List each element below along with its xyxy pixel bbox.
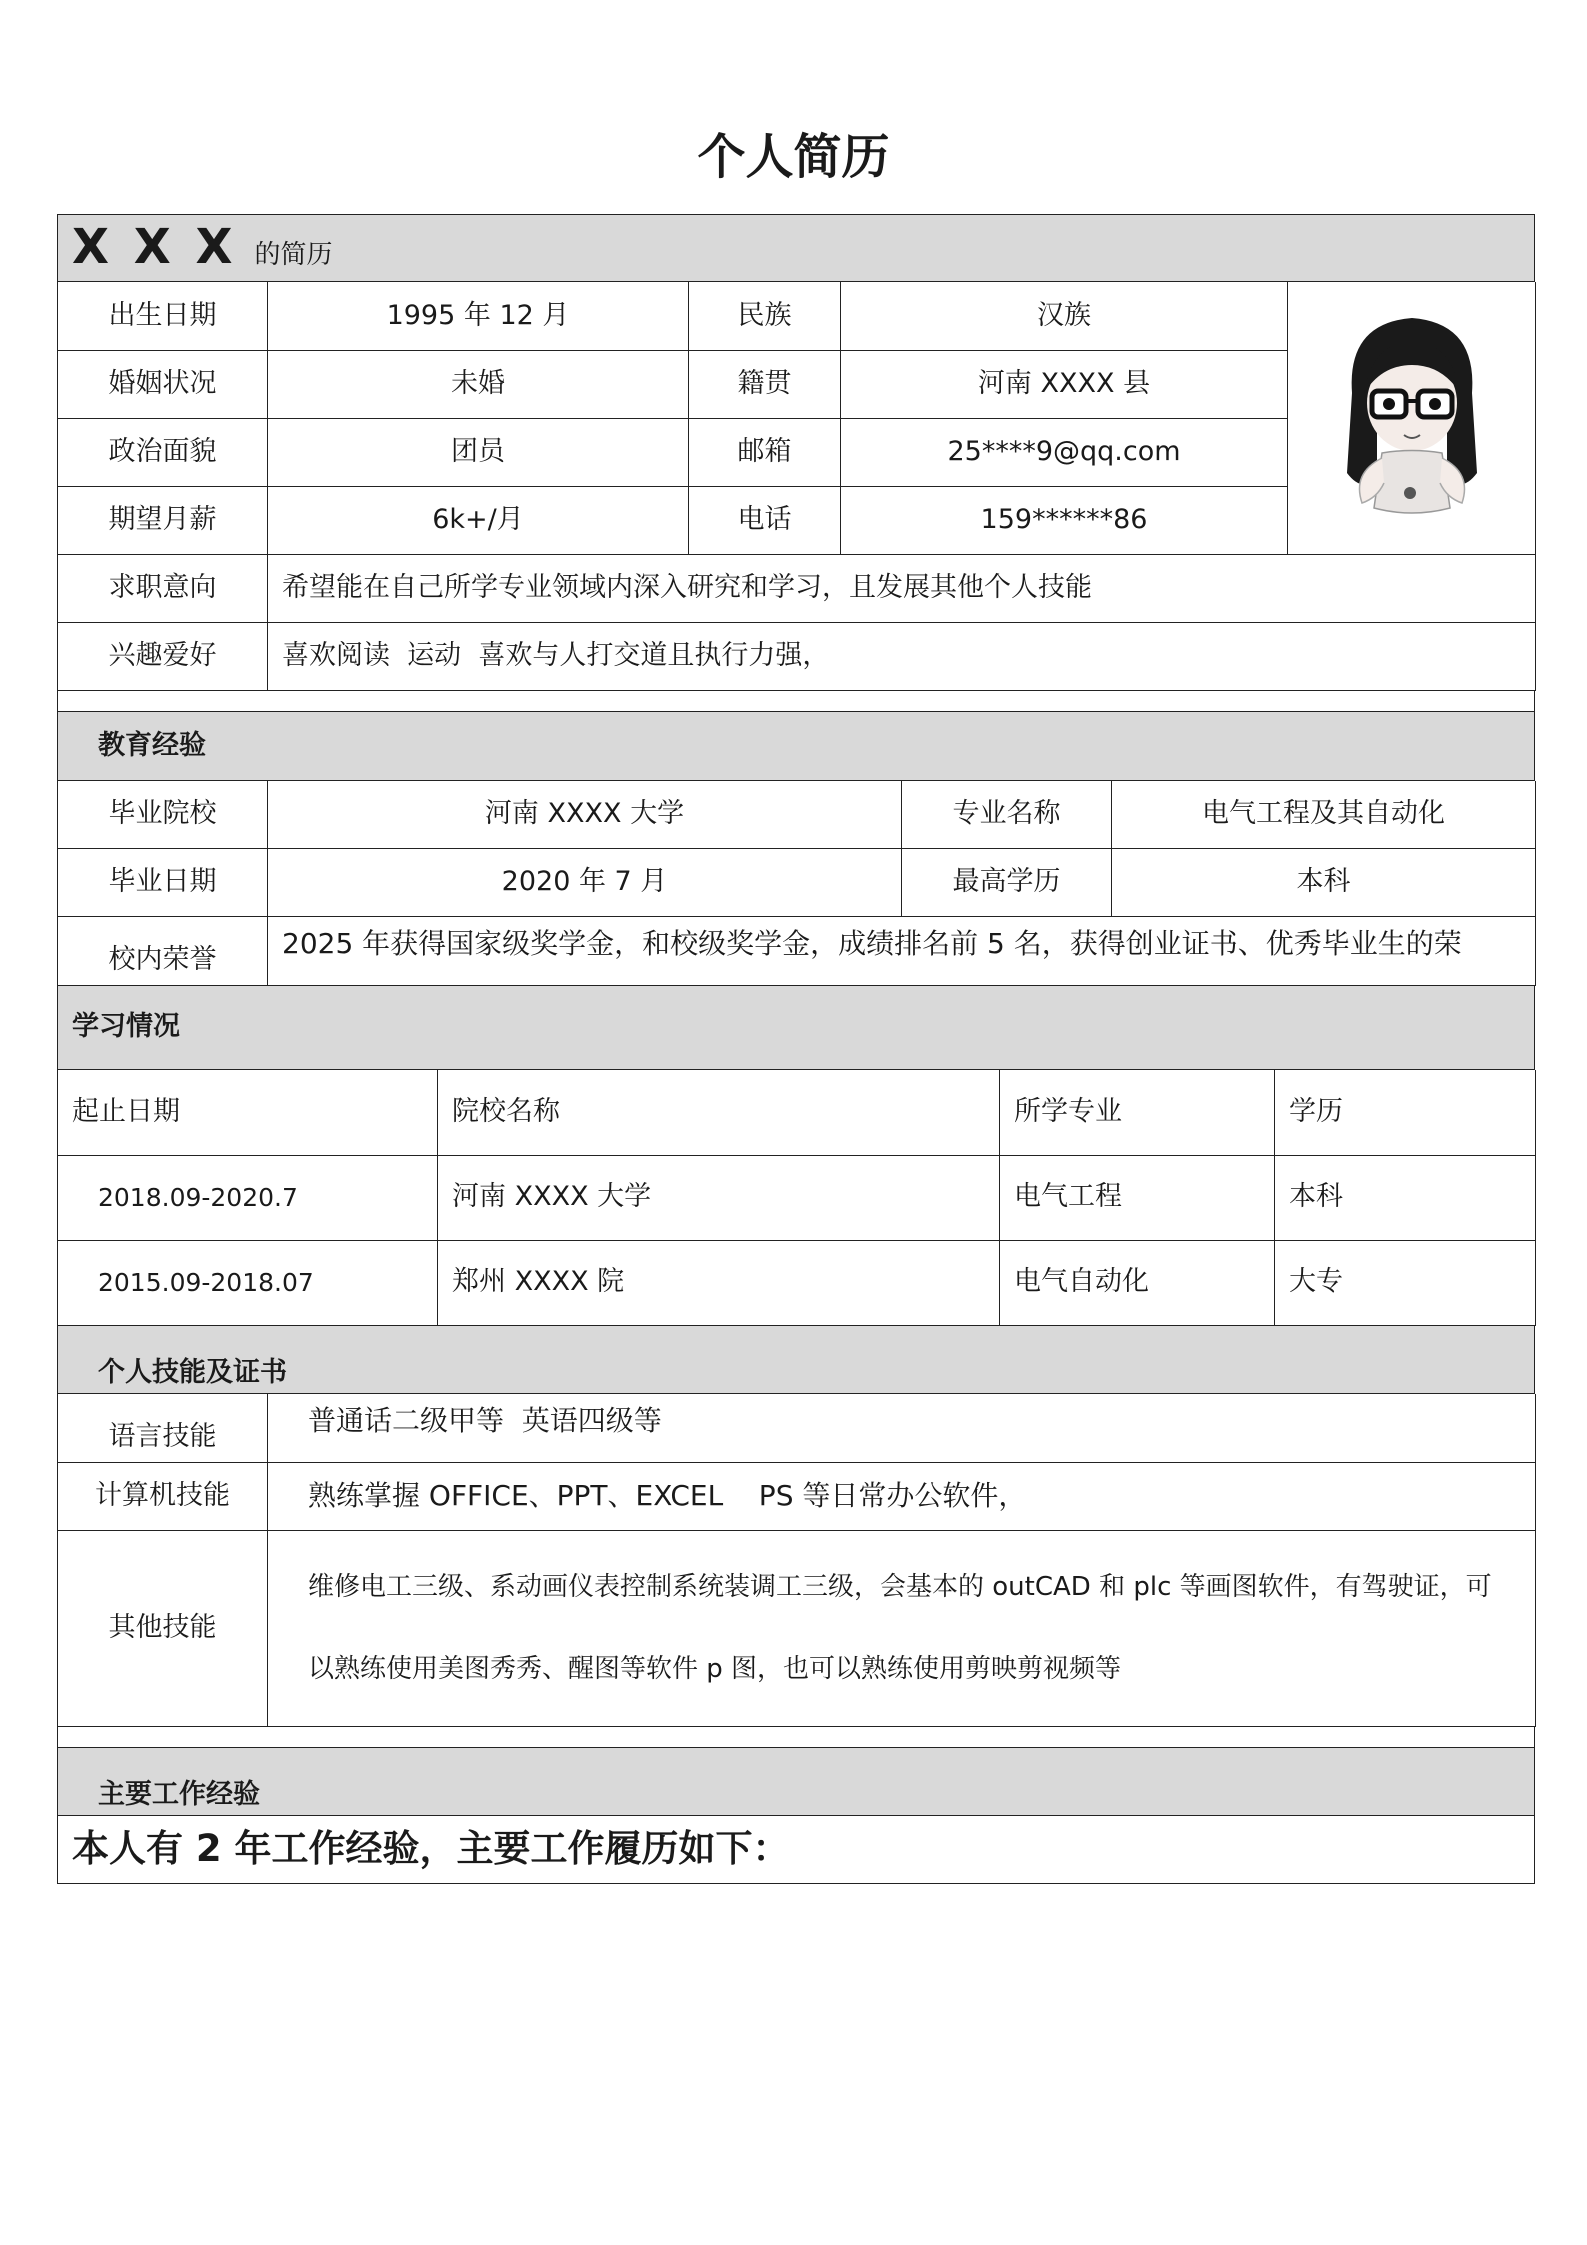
degree-value: 本科	[1112, 849, 1536, 917]
photo-cell	[1288, 282, 1536, 554]
study-header-row	[58, 1070, 1536, 1155]
work-summary: 本人有 2 年工作经验，主要工作履历如下：	[58, 1816, 1535, 1884]
political-label: 政治面貌	[58, 418, 268, 486]
education-title: 教育经验	[58, 712, 1535, 780]
major-value: 电气工程及其自动化	[1112, 781, 1536, 849]
study-period: 2018.09-2020.7	[58, 1155, 438, 1240]
skills-section	[57, 1326, 1535, 1395]
honor-label: 校内荣誉	[58, 917, 268, 985]
marital-label: 婚姻状况	[58, 350, 268, 418]
page-title: 个人简历	[697, 129, 890, 185]
avatar-cartoon-girl-glasses-icon	[1322, 303, 1502, 533]
marital-value: 未婚	[268, 350, 689, 418]
grad-date-label: 毕业日期	[58, 849, 268, 917]
origin-label: 籍贯	[689, 350, 841, 418]
study-header-school: 院校名称	[438, 1070, 1000, 1155]
study-section	[57, 986, 1535, 1071]
email-value: 25****9@qq.com	[841, 418, 1288, 486]
email-label: 邮箱	[689, 418, 841, 486]
origin-value: 河南 XXXX 县	[841, 350, 1288, 418]
study-table	[57, 1070, 1536, 1326]
resume-suffix: 的简历	[254, 240, 333, 271]
salary-label: 期望月薪	[58, 486, 268, 554]
study-major: 电气自动化	[1000, 1240, 1275, 1325]
school-value: 河南 XXXX 大学	[268, 781, 902, 849]
study-degree: 大专	[1275, 1240, 1536, 1325]
language-value: 普通话二级甲等 英语四级等	[268, 1394, 1536, 1462]
birth-value: 1995 年 12 月	[268, 282, 689, 350]
name-header	[57, 214, 1535, 282]
spacer-row	[57, 691, 1535, 712]
intent-table	[57, 555, 1536, 692]
salary-value: 6k+/月	[268, 486, 689, 554]
work-section	[57, 1748, 1535, 1885]
grad-date-value: 2020 年 7 月	[268, 849, 902, 917]
candidate-name: X X X	[72, 219, 237, 276]
phone-label: 电话	[689, 486, 841, 554]
education-section	[57, 712, 1535, 781]
basic-info-table	[57, 282, 1536, 555]
resume-table	[57, 214, 1535, 1884]
table-row	[58, 1240, 1536, 1325]
degree-label: 最高学历	[902, 849, 1112, 917]
study-header-period: 起止日期	[58, 1070, 438, 1155]
computer-value: 熟练掌握 OFFICE、PPT、EXCEL PS 等日常办公软件，	[268, 1462, 1536, 1530]
intent-label: 求职意向	[58, 555, 268, 623]
study-school: 河南 XXXX 大学	[438, 1155, 1000, 1240]
school-label: 毕业院校	[58, 781, 268, 849]
table-row	[58, 1155, 1536, 1240]
language-label: 语言技能	[58, 1394, 268, 1462]
study-school: 郑州 XXXX 院	[438, 1240, 1000, 1325]
education-table	[57, 781, 1536, 918]
honor-value: 2025 年获得国家级奖学金，和校级奖学金，成绩排名前 5 名，获得创业证书、优秀毕业生的荣	[268, 917, 1536, 985]
skills-table	[57, 1394, 1536, 1727]
study-header-major: 所学专业	[1000, 1070, 1275, 1155]
study-title: 学习情况	[58, 986, 1535, 1070]
skills-title: 个人技能及证书	[58, 1326, 1535, 1394]
intent-value: 希望能在自己所学专业领域内深入研究和学习，且发展其他个人技能	[268, 555, 1536, 623]
study-degree: 本科	[1275, 1155, 1536, 1240]
other-label: 其他技能	[58, 1530, 268, 1726]
other-value	[268, 1530, 1536, 1726]
hobby-value: 喜欢阅读 运动 喜欢与人打交道且执行力强，	[268, 623, 1536, 691]
study-period: 2015.09-2018.07	[58, 1240, 438, 1325]
major-label: 专业名称	[902, 781, 1112, 849]
study-header-degree: 学历	[1275, 1070, 1536, 1155]
computer-label: 计算机技能	[58, 1462, 268, 1530]
spacer-row	[57, 1727, 1535, 1748]
hobby-label: 兴趣爱好	[58, 623, 268, 691]
name-header-cell	[58, 215, 1535, 282]
phone-value: 159******86	[841, 486, 1288, 554]
honor-table	[57, 917, 1536, 986]
birth-label: 出生日期	[58, 282, 268, 350]
other-skills-line-2: 以熟练使用美图秀秀、醒图等软件 p 图，也可以熟练使用剪映剪视频等	[308, 1654, 1122, 1684]
ethnicity-value: 汉族	[841, 282, 1288, 350]
work-title: 主要工作经验	[58, 1748, 1535, 1816]
other-skills-line-1: 维修电工三级、系动画仪表控制系统装调工三级，会基本的 outCAD 和 plc 等画图软件，有驾驶证，可	[308, 1572, 1492, 1602]
political-value: 团员	[268, 418, 689, 486]
ethnicity-label: 民族	[689, 282, 841, 350]
study-major: 电气工程	[1000, 1155, 1275, 1240]
